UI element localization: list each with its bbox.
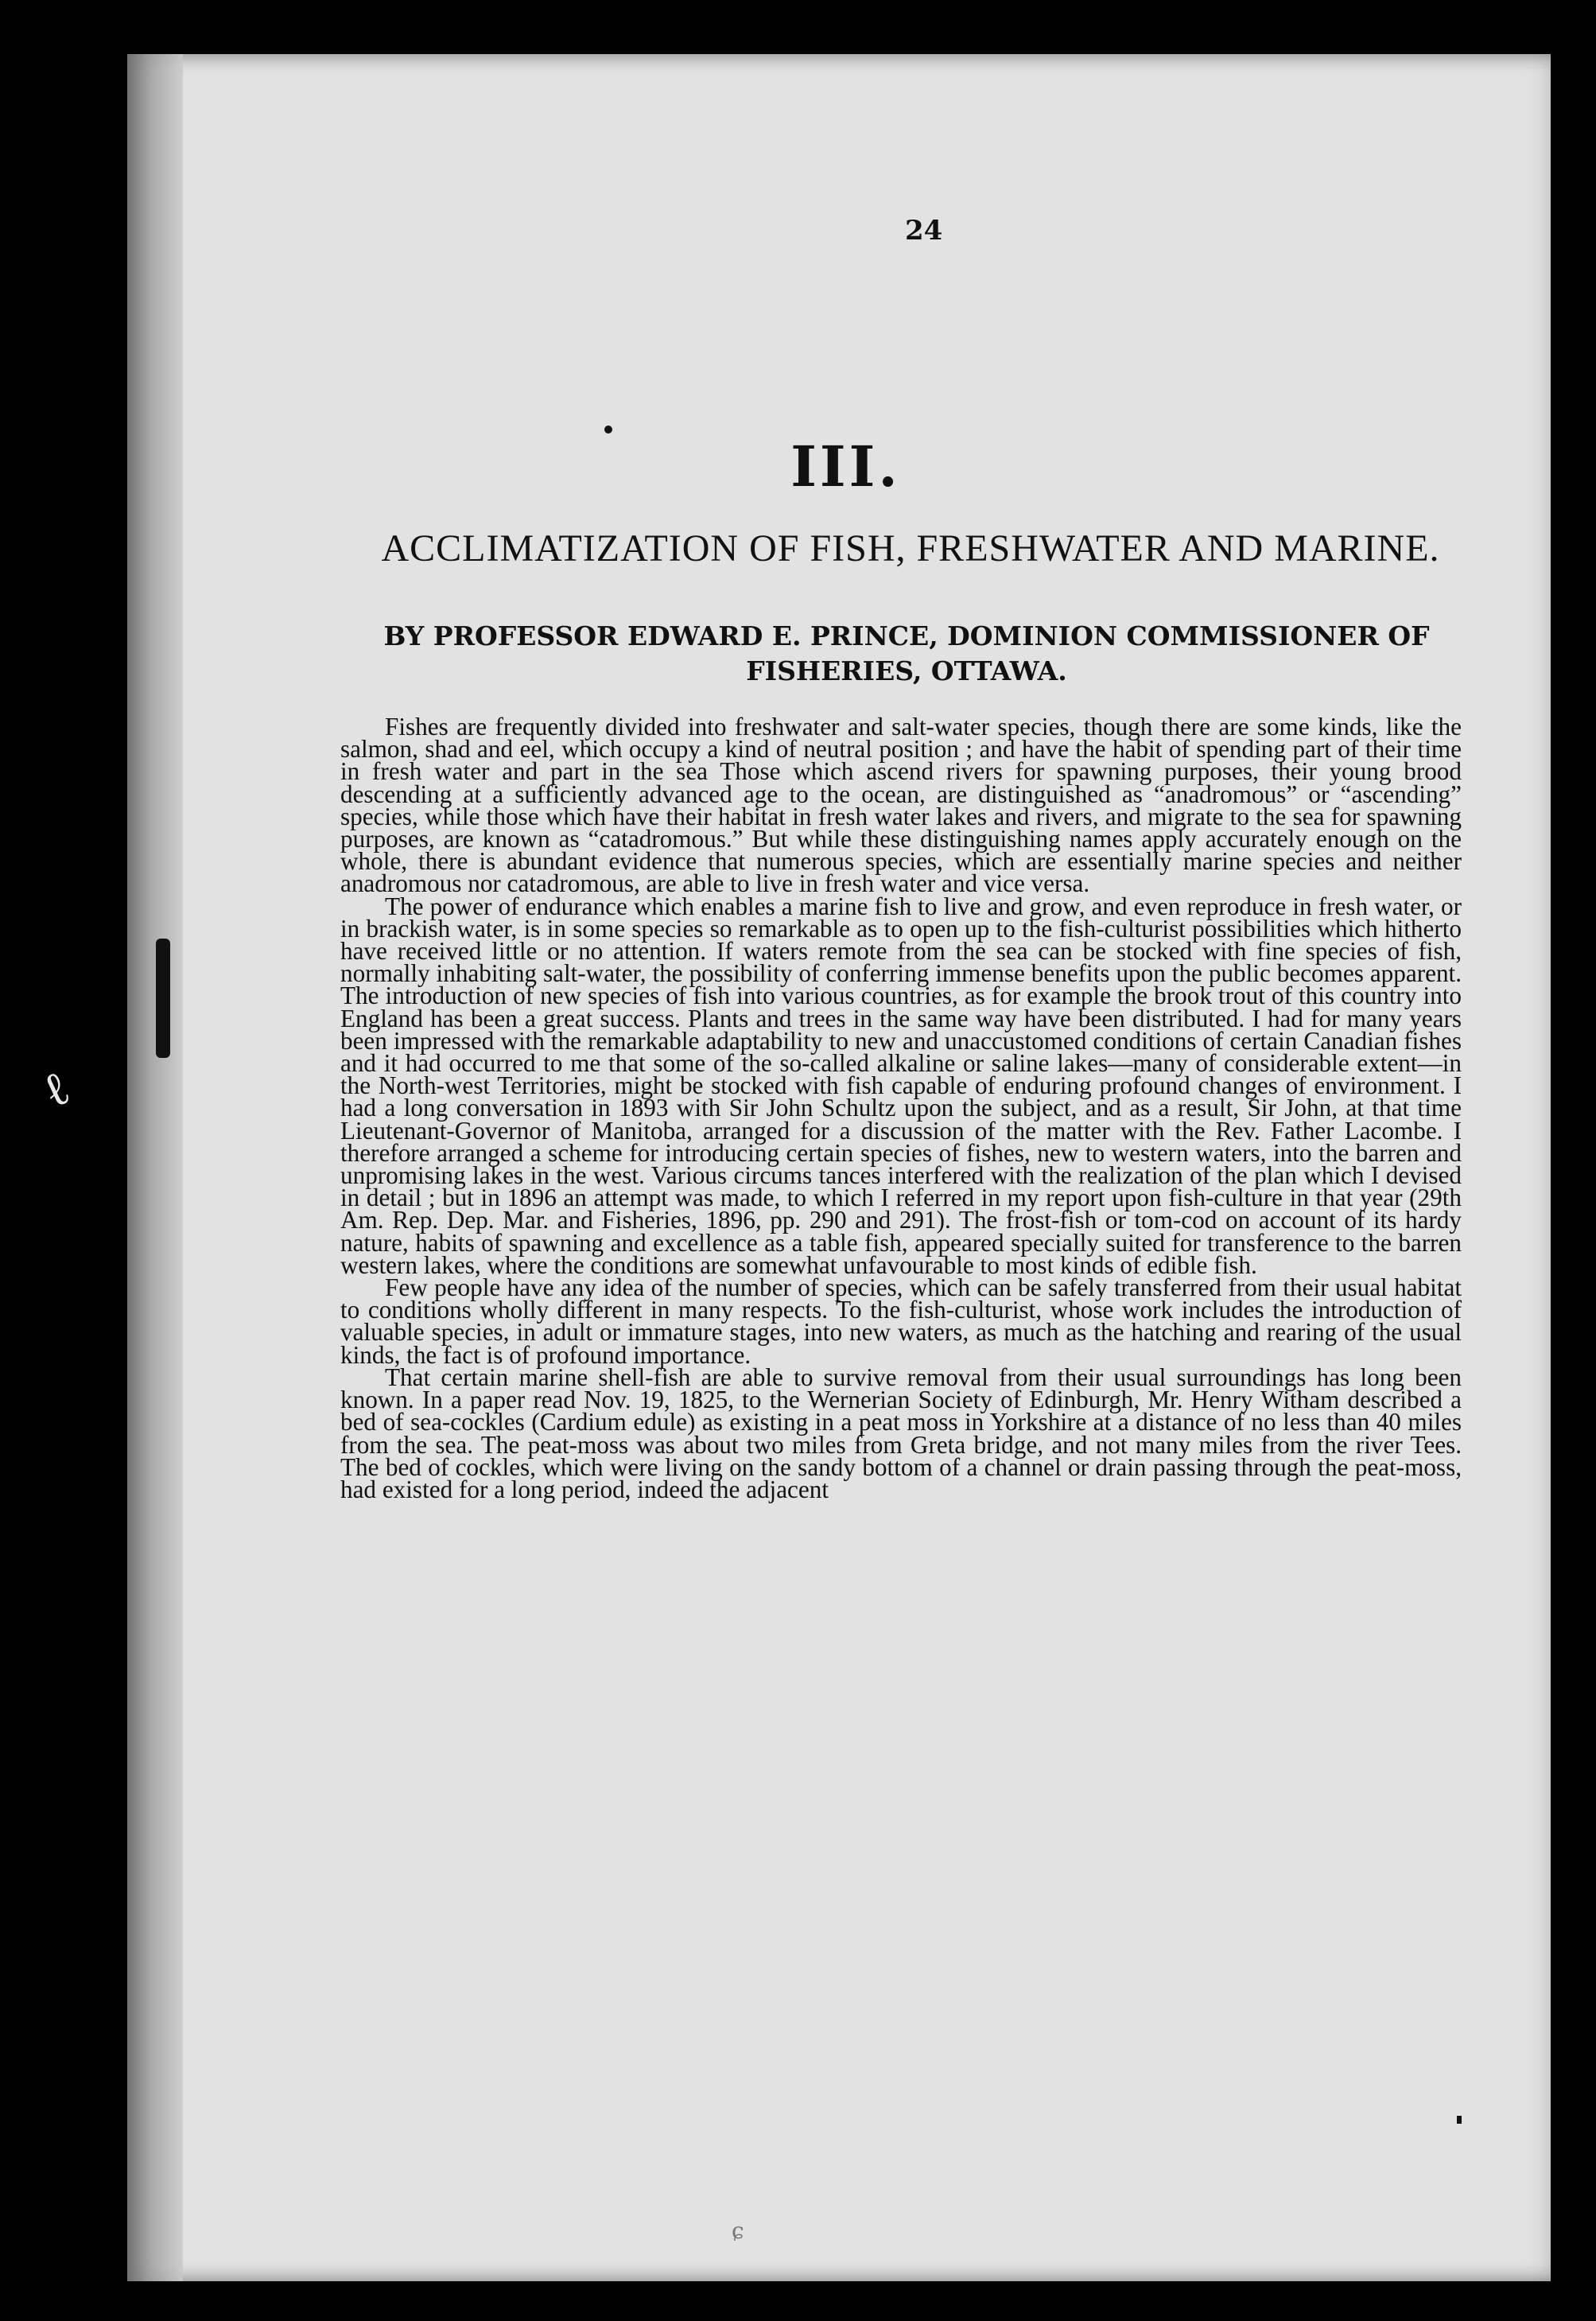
- bottom-scribble-icon: ɕ: [732, 2218, 744, 2244]
- body-paragraph-1: Fishes are frequently divided into freshwater and salt-water species, though there are some kinds, like the salmon, shad and eel, which occupy a kind of neutral position ; and have the habit of spending part of their time in fresh water and part in the sea Those which ascend rivers for spawning purposes, their young brood descending at a sufficiently advanced age to the ocean, are distinguished as “anadromous” or “ascending” species, while those which have their habitat in fresh water lakes and rivers, and migrate to the sea for spawning purposes, are known as “catadromous.” But while these distinguishing names apply accurately enough on the whole, there is abundant evidence that numerous species, which are essentially marine species and neither anadromous nor catadromous, are able to live in fresh water and vice versa.: [340, 713, 1462, 898]
- body-paragraph-2: The power of endurance which enables a marine fish to live and grow, and even reproduce in fresh water, or in brackish water, is in some species so remarkable as to open up to the fish-culturist possibilities which hitherto have received little or no attention. If waters remote from the sea can be stocked with fine species of fish, normally inhabiting salt-water, the possibility of conferring immense benefits upon the public becomes apparent. The introduction of new species of fish into various countries, as for example the brook trout of this country into England has been a great success. Plants and trees in the same way have been distributed. I had for many years been impressed with the remarkable adaptability to new and unaccustomed conditions of certain Canadian fishes and it had occurred to me that some of the so-called alkaline or saline lakes—many of considerable extent—in the North-west Territories, might be stocked with fish capable of enduring profound changes of environment. I had a long conversation in 1893 with Sir John Schultz upon the subject, and as a result, Sir John, at that time Lieutenant-Governor of Manitoba, arranged for a discussion of the matter with the Rev. Father Lacombe. I therefore arranged a scheme for introducing certain species of fishes, new to western waters, into the barren and unpromising lakes in the west. Various circums tances interfered with the realization of the plan which I devised in detail ; but in 1896 an attempt was made, to which I referred in my report upon fish-culture in that year (29th Am. Rep. Dep. Mar. and Fisheries, 1896, pp. 290 and 291). The frost-fish or tom-cod on account of its hardy nature, habits of spawning and excellence as a table fish, appeared specially suited for transference to the barren western lakes, where the conditions are somewhat unfavourable to most kinds of edible fish.: [340, 892, 1462, 1279]
- ink-speck: [1457, 2116, 1462, 2124]
- body-paragraph-3: Few people have any idea of the number of species, which can be safely transferred from their usual habitat to conditions wholly different in many respects. To the fish-culturist, whose work includes the introduction of valuable species, in adult or immature stages, into new waters, as much as the hatching and rearing of the usual kinds, the fact is of profound importance.: [340, 1273, 1462, 1369]
- page-number: 24: [905, 215, 943, 247]
- body-paragraph-4: That certain marine shell-fish are able to survive removal from their usual surroundings has long been known. In a paper read Nov. 19, 1825, to the Wernerian Society of Edinburgh, Mr. Henry Witham described a bed of sea-cockles (Cardium edule) as existing in a peat moss in Yorkshire at a distance of no less than 40 miles from the sea. The peat-moss was about two miles from Greta bridge, and not many miles from the river Tees. The bed of cockles, which were living on the sandy bottom of a channel or drain passing through the peat-moss, had existed for a long period, indeed the adjacent: [340, 1363, 1462, 1503]
- ink-dot: [604, 426, 612, 433]
- book-binding-edge: [127, 54, 183, 2281]
- binding-shadow-mark: [156, 939, 170, 1058]
- margin-scribble-icon: ℓ: [33, 1059, 79, 1120]
- article-title: ACCLIMATIZATION OF FISH, FRESHWATER AND MARINE.: [381, 527, 1440, 570]
- article-body: [340, 713, 1462, 1503]
- section-number: III.: [790, 433, 901, 500]
- author-byline: BY PROFESSOR EDWARD E. PRINCE, DOMINION COMMISSIONER OF FISHERIES, OTTAWA.: [383, 620, 1430, 686]
